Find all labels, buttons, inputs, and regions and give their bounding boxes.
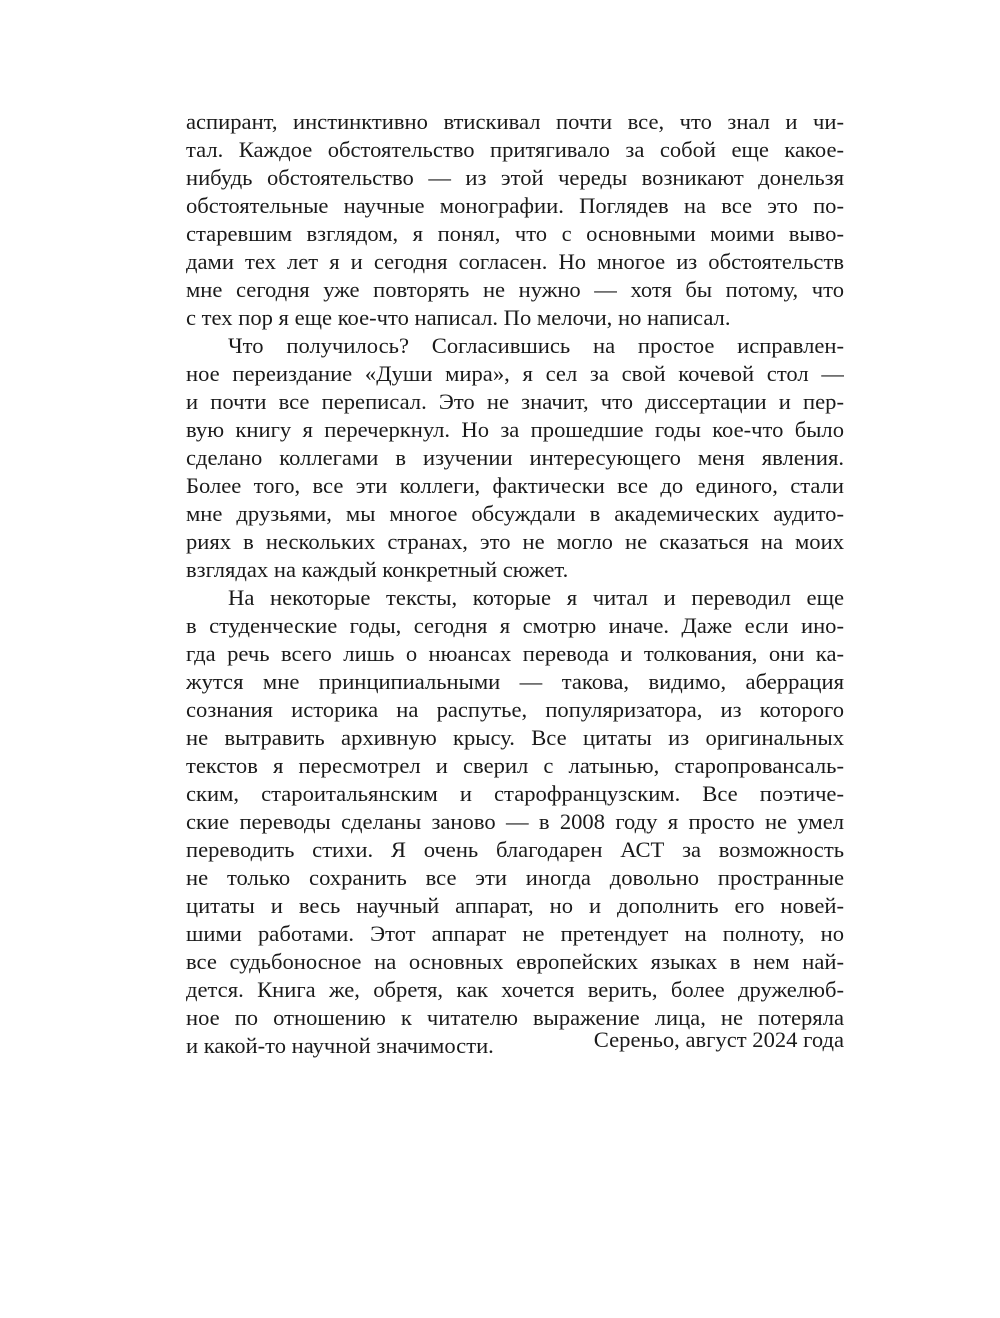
- text-line: старевшим взглядом, я понял, что с основными моими выво-: [186, 221, 844, 246]
- text-line: ное переиздание «Души мира», я сел за свой кочевой стол —: [186, 361, 844, 386]
- body-text: [186, 108, 844, 1060]
- text-line: дами тех лет я и сегодня согласен. Но многое из обстоятельств: [186, 249, 844, 274]
- paragraph-1: [186, 108, 844, 332]
- text-line: мне друзьями, мы многое обсуждали в академических аудито-: [186, 501, 844, 526]
- text-line: в студенческие годы, сегодня я смотрю иначе. Даже если ино-: [186, 613, 844, 638]
- text-line: мне сегодня уже повторять не нужно — хотя бы потому, что: [186, 277, 844, 302]
- text-line: обстоятельные научные монографии. Поглядев на все это по-: [186, 193, 844, 218]
- text-line: и какой-то научной значимости.: [186, 1033, 494, 1058]
- text-line: все судьбоносное на основных европейских языках в нем най-: [186, 949, 844, 974]
- text-line: жутся мне принципиальными — такова, видимо, аберрация: [186, 669, 844, 694]
- text-line: сознания историка на распутье, популяризатора, из которого: [186, 697, 844, 722]
- text-line: Более того, все эти коллеги, фактически все до единого, стали: [186, 473, 844, 498]
- text-line: ским, староитальянским и старофранцузским. Все поэтиче-: [186, 781, 844, 806]
- text-line: взглядах на каждый конкретный сюжет.: [186, 557, 569, 582]
- text-line: Что получилось? Согласившись на простое исправлен-: [228, 333, 844, 358]
- text-line: тал. Каждое обстоятельство притягивало за собой еще какое-: [186, 137, 844, 162]
- paragraph-3: [186, 584, 844, 1060]
- text-line: шими работами. Этот аппарат не претендует на полноту, но: [186, 921, 844, 946]
- signature-place-date: Сереньо, август 2024 года: [593, 1027, 844, 1052]
- text-line: не только сохранить все эти иногда довольно пространные: [186, 865, 844, 890]
- text-line: гда речь всего лишь о нюансах перевода и толкования, они ка-: [186, 641, 844, 666]
- text-line: аспирант, инстинктивно втискивал почти все, что знал и чи-: [186, 109, 844, 134]
- text-line: нибудь обстоятельство — из этой череды возникают донельзя: [186, 165, 844, 190]
- text-line: дется. Книга же, обретя, как хочется верить, более дружелюб-: [186, 977, 844, 1002]
- text-line: не вытравить архивную крысу. Все цитаты из оригинальных: [186, 725, 844, 750]
- text-line: текстов я пересмотрел и сверил с латынью, старопровансаль-: [186, 753, 844, 778]
- text-line: ное по отношению к читателю выражение лица, не потеряла: [186, 1005, 844, 1030]
- text-line: переводить стихи. Я очень благодарен АСТ за возможность: [186, 837, 844, 862]
- text-line: цитаты и весь научный аппарат, но и дополнить его новей-: [186, 893, 844, 918]
- text-line: вую книгу я перечеркнул. Но за прошедшие годы кое-что было: [186, 417, 844, 442]
- text-line: и почти все переписал. Это не значит, что диссертации и пер-: [186, 389, 844, 414]
- text-line: На некоторые тексты, которые я читал и переводил еще: [228, 585, 844, 610]
- paragraph-2: [186, 332, 844, 584]
- text-line: с тех пор я еще кое-что написал. По мелочи, но написал.: [186, 305, 731, 330]
- text-line: сделано коллегами в изучении интересующего меня явления.: [186, 445, 844, 470]
- text-line: риях в нескольких странах, это не могло не сказаться на моих: [186, 529, 844, 554]
- text-line: ские переводы сделаны заново — в 2008 году я просто не умел: [186, 809, 844, 834]
